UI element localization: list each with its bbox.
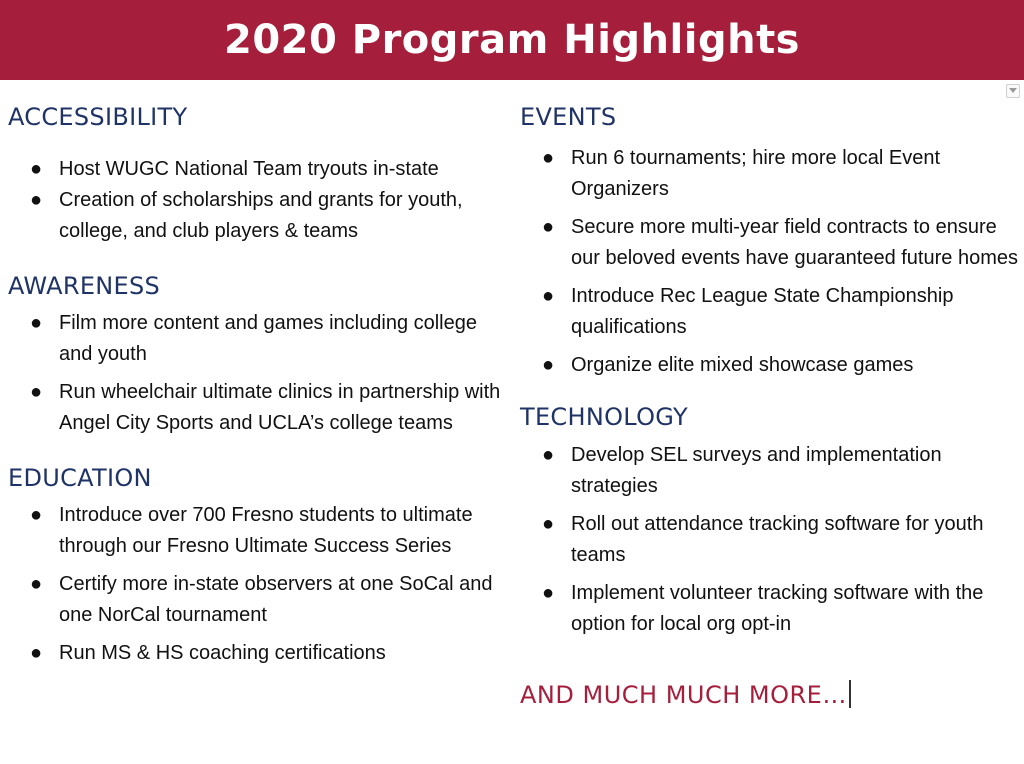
technology-list (520, 440, 1020, 640)
page-title: 2020 Program Highlights (224, 17, 800, 63)
title-banner (0, 0, 1024, 80)
list-item: ● Creation of scholarships and grants for youth, college, and club players & teams (8, 185, 508, 247)
list-item: ● Run wheelchair ultimate clinics in partnership with Angel City Sports and UCLA’s college teams (8, 377, 508, 439)
text-cursor (849, 680, 851, 708)
list-item: ● Film more content and games including college and youth (8, 308, 508, 370)
bullet-icon: ● (30, 573, 43, 595)
accessibility-list (8, 154, 508, 247)
events-list (520, 143, 1020, 381)
list-item: ● Roll out attendance tracking software for youth teams (520, 509, 1020, 571)
list-item: ● Organize elite mixed showcase games (520, 350, 1020, 381)
accessibility-heading: ACCESSIBILITY (8, 103, 188, 131)
bullet-icon: ● (30, 312, 43, 334)
list-item: ● Implement volunteer tracking software with the option for local org opt-in (520, 578, 1020, 640)
bullet-icon: ● (542, 582, 555, 604)
bullet-icon: ● (30, 642, 43, 664)
list-item: ● Develop SEL surveys and implementation strategies (520, 440, 1020, 502)
list-item: ● Introduce Rec League State Championship qualifications (520, 281, 1020, 343)
and-much-more-text[interactable]: AND MUCH MUCH MORE… (520, 678, 1020, 712)
bullet-icon: ● (30, 381, 43, 403)
bullet-icon: ● (542, 285, 555, 307)
education-list (8, 500, 508, 669)
list-item: ● Run MS & HS coaching certifications (8, 638, 508, 669)
dropdown-toggle[interactable] (1006, 84, 1020, 98)
list-item: ● Secure more multi-year field contracts to ensure our beloved events have guaranteed future homes (520, 212, 1020, 274)
list-item: ● Introduce over 700 Fresno students to ultimate through our Fresno Ultimate Success Series (8, 500, 508, 562)
awareness-list (8, 308, 508, 439)
bullet-icon: ● (30, 504, 43, 526)
list-item: ● Certify more in-state observers at one SoCal and one NorCal tournament (8, 569, 508, 631)
bullet-icon: ● (542, 444, 555, 466)
events-heading: EVENTS (520, 103, 617, 131)
bullet-icon: ● (542, 354, 555, 376)
bullet-icon: ● (542, 216, 555, 238)
bullet-icon: ● (30, 158, 43, 180)
left-column (8, 100, 508, 669)
technology-heading: TECHNOLOGY (520, 403, 688, 431)
awareness-heading: AWARENESS (8, 272, 161, 300)
bullet-icon: ● (542, 147, 555, 169)
list-item: ● Host WUGC National Team tryouts in-state (8, 154, 508, 185)
right-column (520, 100, 1020, 712)
chevron-down-icon (1009, 88, 1017, 94)
education-heading: EDUCATION (8, 464, 152, 492)
bullet-icon: ● (542, 513, 555, 535)
bullet-icon: ● (30, 189, 43, 211)
list-item: ● Run 6 tournaments; hire more local Event Organizers (520, 143, 1020, 205)
